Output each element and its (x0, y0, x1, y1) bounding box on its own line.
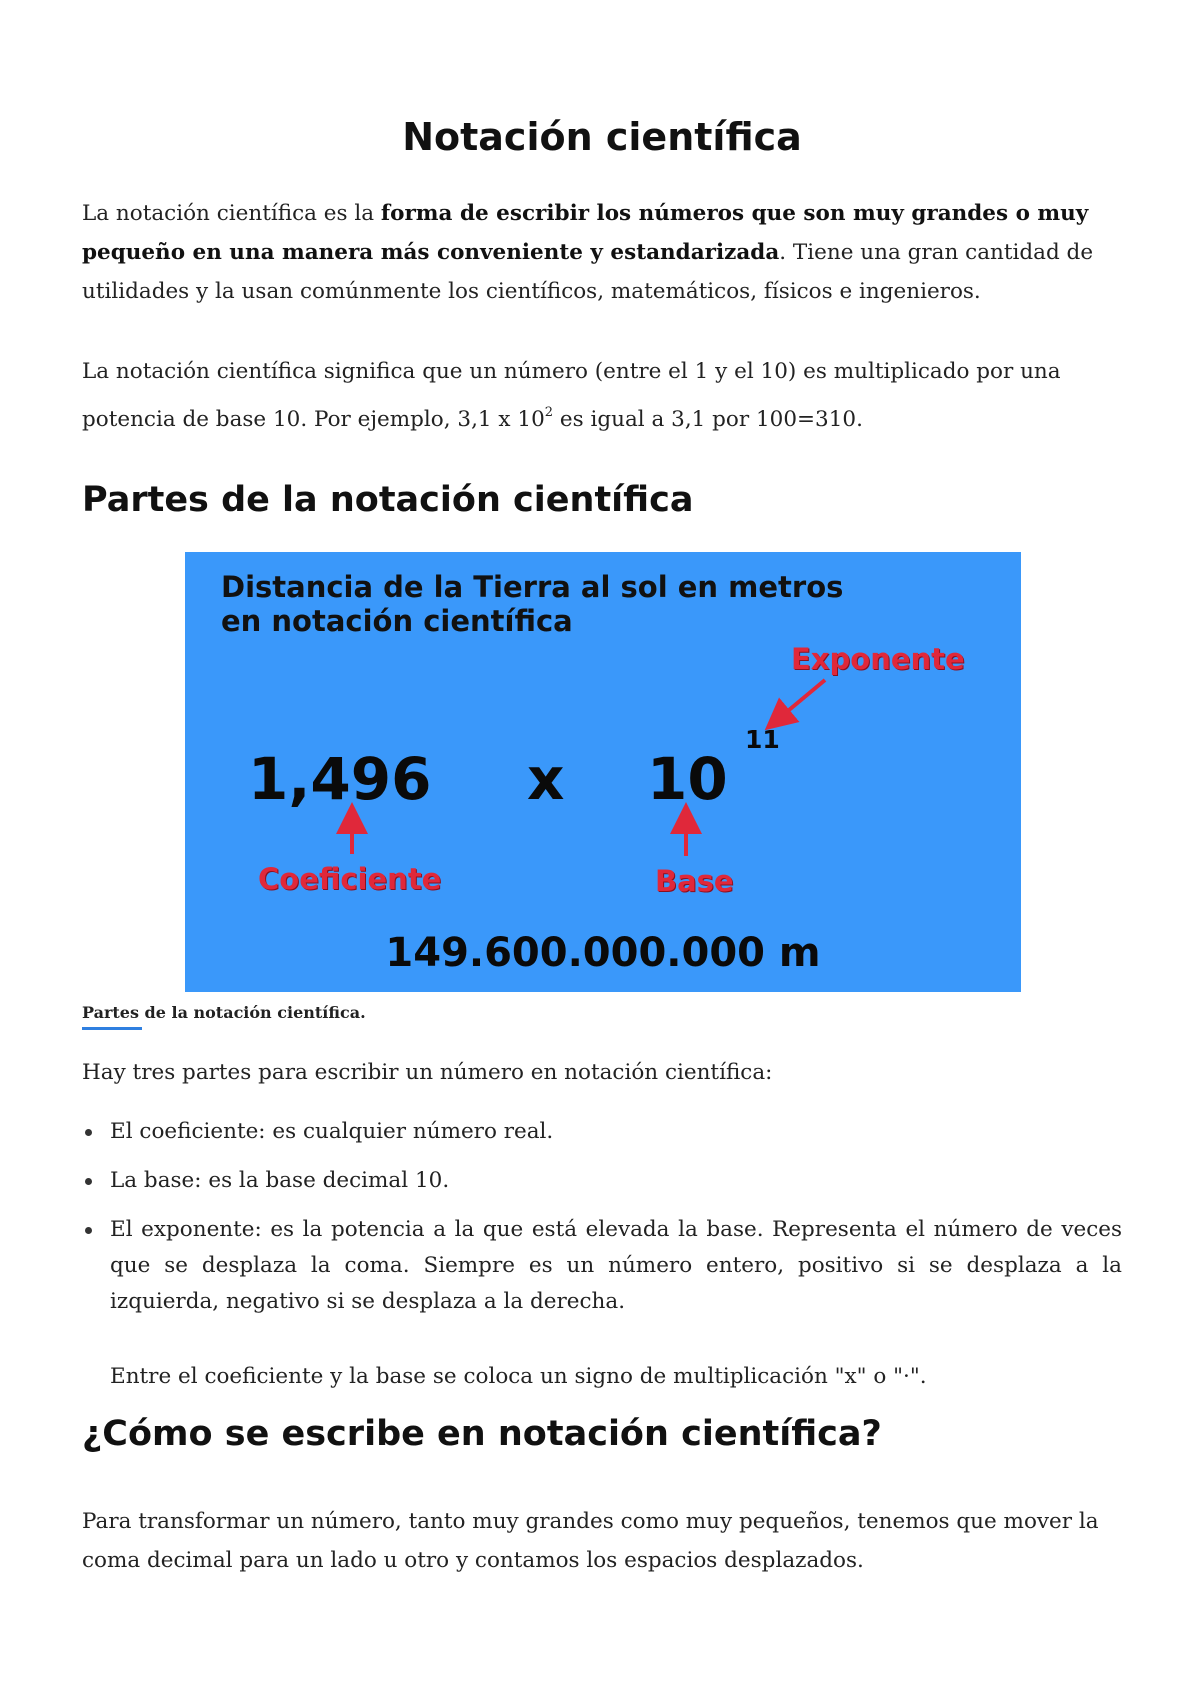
intro-p2-end: es igual a 3,1 por 100=310. (553, 407, 863, 432)
figure-title-line-1: Distancia de la Tierra al sol en metros (221, 570, 844, 604)
section-heading-parts: Partes de la notación científica (82, 480, 694, 520)
intro-p2-start: La notación científica significa que un número (entre el 1 y el 10) es multiplicado por una potencia de base 10. Por ejemplo, 3,1 x 10 (82, 359, 1061, 432)
page-title: Notación científica (402, 115, 802, 159)
figure-label-coefficient: Coeficiente (258, 862, 442, 896)
figure-title-line-2: en notación científica (221, 604, 573, 638)
figure-label-exponent: Exponente (791, 642, 965, 676)
intro-p1-end: . Tiene una gran cantidad de utilidades y la usan comúnmente los científicos, matemáticos, físicos e ingenieros. (82, 240, 1094, 304)
figure-coefficient: 1,496 (248, 745, 432, 813)
figure-arrows (185, 552, 1021, 992)
arrow-to-exponent (777, 680, 825, 720)
intro-p2-exponent: 2 (544, 404, 554, 420)
parts-list (82, 1114, 1122, 1333)
figure-base: 10 (647, 745, 728, 813)
figure-times-sign: x (527, 745, 565, 813)
section-heading-how-to: ¿Cómo se escribe en notación científica? (82, 1414, 882, 1454)
intro-paragraph-1 (82, 194, 1122, 311)
how-to-paragraph: Para transformar un número, tanto muy grandes como muy pequeños, tenemos que mover la coma decimal para un lado u otro y contamos los espacios desplazados. (82, 1509, 1099, 1573)
list-item-text: La base: es la base decimal 10. (110, 1168, 450, 1193)
list-item (82, 1212, 1122, 1320)
figure-caption: Partes de la notación científica. (82, 1003, 366, 1022)
figure-exponent: 11 (745, 725, 780, 754)
figure-total-distance: 149.600.000.000 m (385, 930, 821, 976)
multiplication-sign-note: Entre el coeficiente y la base se coloca un signo de multiplicación "x" o "·". (110, 1364, 927, 1389)
figure-label-base: Base (655, 864, 734, 898)
list-item (82, 1163, 1122, 1199)
parts-intro-text: Hay tres partes para escribir un número en notación científica: (82, 1060, 773, 1085)
intro-p1-start: La notación científica es la (82, 201, 381, 226)
list-item-text: El exponente: es la potencia a la que está elevada la base. Representa el número de veces que se desplaza la coma. Siempre es un número entero, positivo si se desplaza a la izquierda, negativo si se desplaza a la derecha. (110, 1217, 1122, 1314)
intro-paragraph-2 (82, 348, 1122, 444)
list-item-text: El coeficiente: es cualquier número real. (110, 1119, 554, 1144)
list-item (82, 1114, 1122, 1150)
scientific-notation-figure (185, 552, 1021, 992)
bullet-icon (85, 1129, 92, 1136)
bullet-icon (85, 1227, 92, 1234)
caption-underline (82, 1027, 142, 1030)
intro-p1-bold: forma de escribir los números que son muy grandes o muy pequeño en una manera más conveniente y estandarizada (82, 201, 1089, 265)
bullet-icon (85, 1178, 92, 1185)
